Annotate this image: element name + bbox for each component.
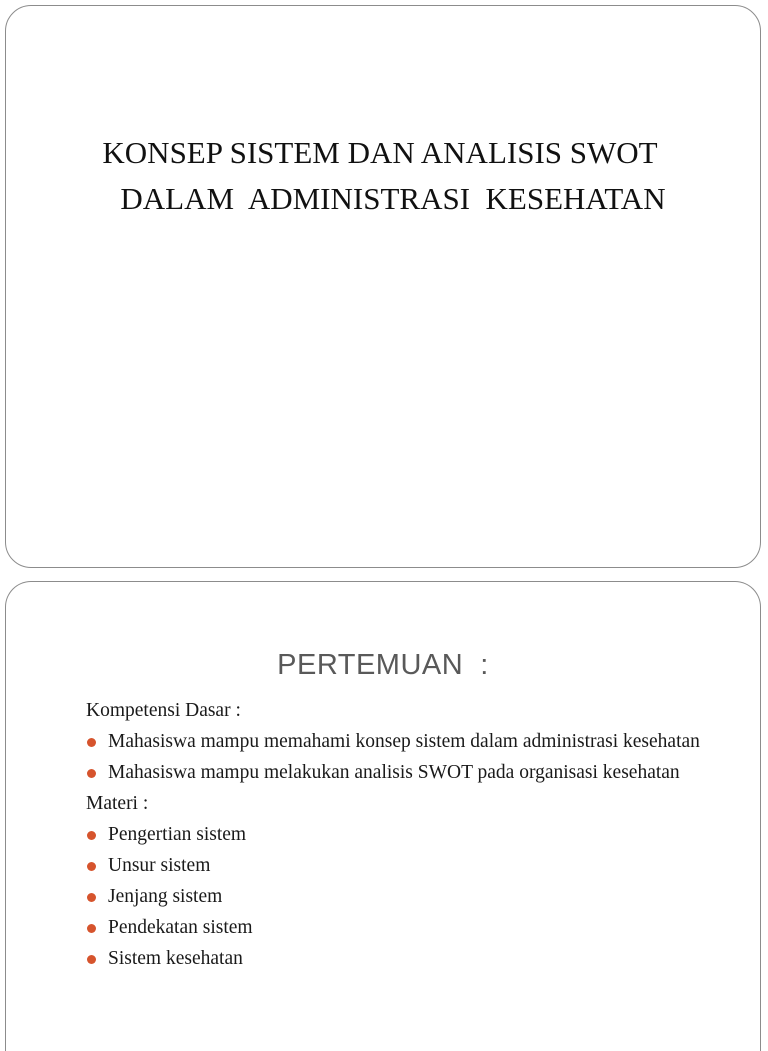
bullet-icon — [87, 893, 96, 902]
title-line-1: KONSEP SISTEM DAN ANALISIS SWOT — [102, 135, 658, 170]
kompetensi-label: Kompetensi Dasar : — [86, 700, 241, 721]
bullet-icon — [87, 738, 96, 747]
bullet-icon — [87, 924, 96, 933]
list-item-text: Pengertian sistem — [108, 824, 247, 845]
slide-pertemuan — [5, 581, 761, 1051]
bullet-icon — [87, 831, 96, 840]
slide-body — [86, 699, 726, 978]
bullet-icon — [87, 862, 96, 871]
bullet-icon — [87, 769, 96, 778]
list-item-text: Pendekatan sistem — [108, 917, 253, 938]
slide-heading: PERTEMUAN : — [277, 649, 489, 681]
list-item — [86, 947, 726, 971]
list-item — [86, 761, 726, 785]
presentation-title — [6, 130, 760, 222]
list-item — [86, 730, 726, 754]
list-item-text: Sistem kesehatan — [108, 948, 243, 969]
materi-label: Materi : — [86, 793, 149, 814]
list-item — [86, 916, 726, 940]
kompetensi-list — [86, 730, 726, 785]
bullet-icon — [87, 955, 96, 964]
list-item-text: Unsur sistem — [108, 855, 211, 876]
list-item-text: Mahasiswa mampu memahami konsep sistem dalam administrasi kesehatan — [108, 731, 700, 752]
slide-title — [5, 5, 761, 568]
title-line-2: DALAM ADMINISTRASI KESEHATAN — [120, 181, 666, 216]
list-item-text: Jenjang sistem — [108, 886, 223, 907]
list-item-text: Mahasiswa mampu melakukan analisis SWOT pada organisasi kesehatan — [108, 762, 680, 783]
materi-list — [86, 823, 726, 971]
list-item — [86, 885, 726, 909]
list-item — [86, 854, 726, 878]
list-item — [86, 823, 726, 847]
